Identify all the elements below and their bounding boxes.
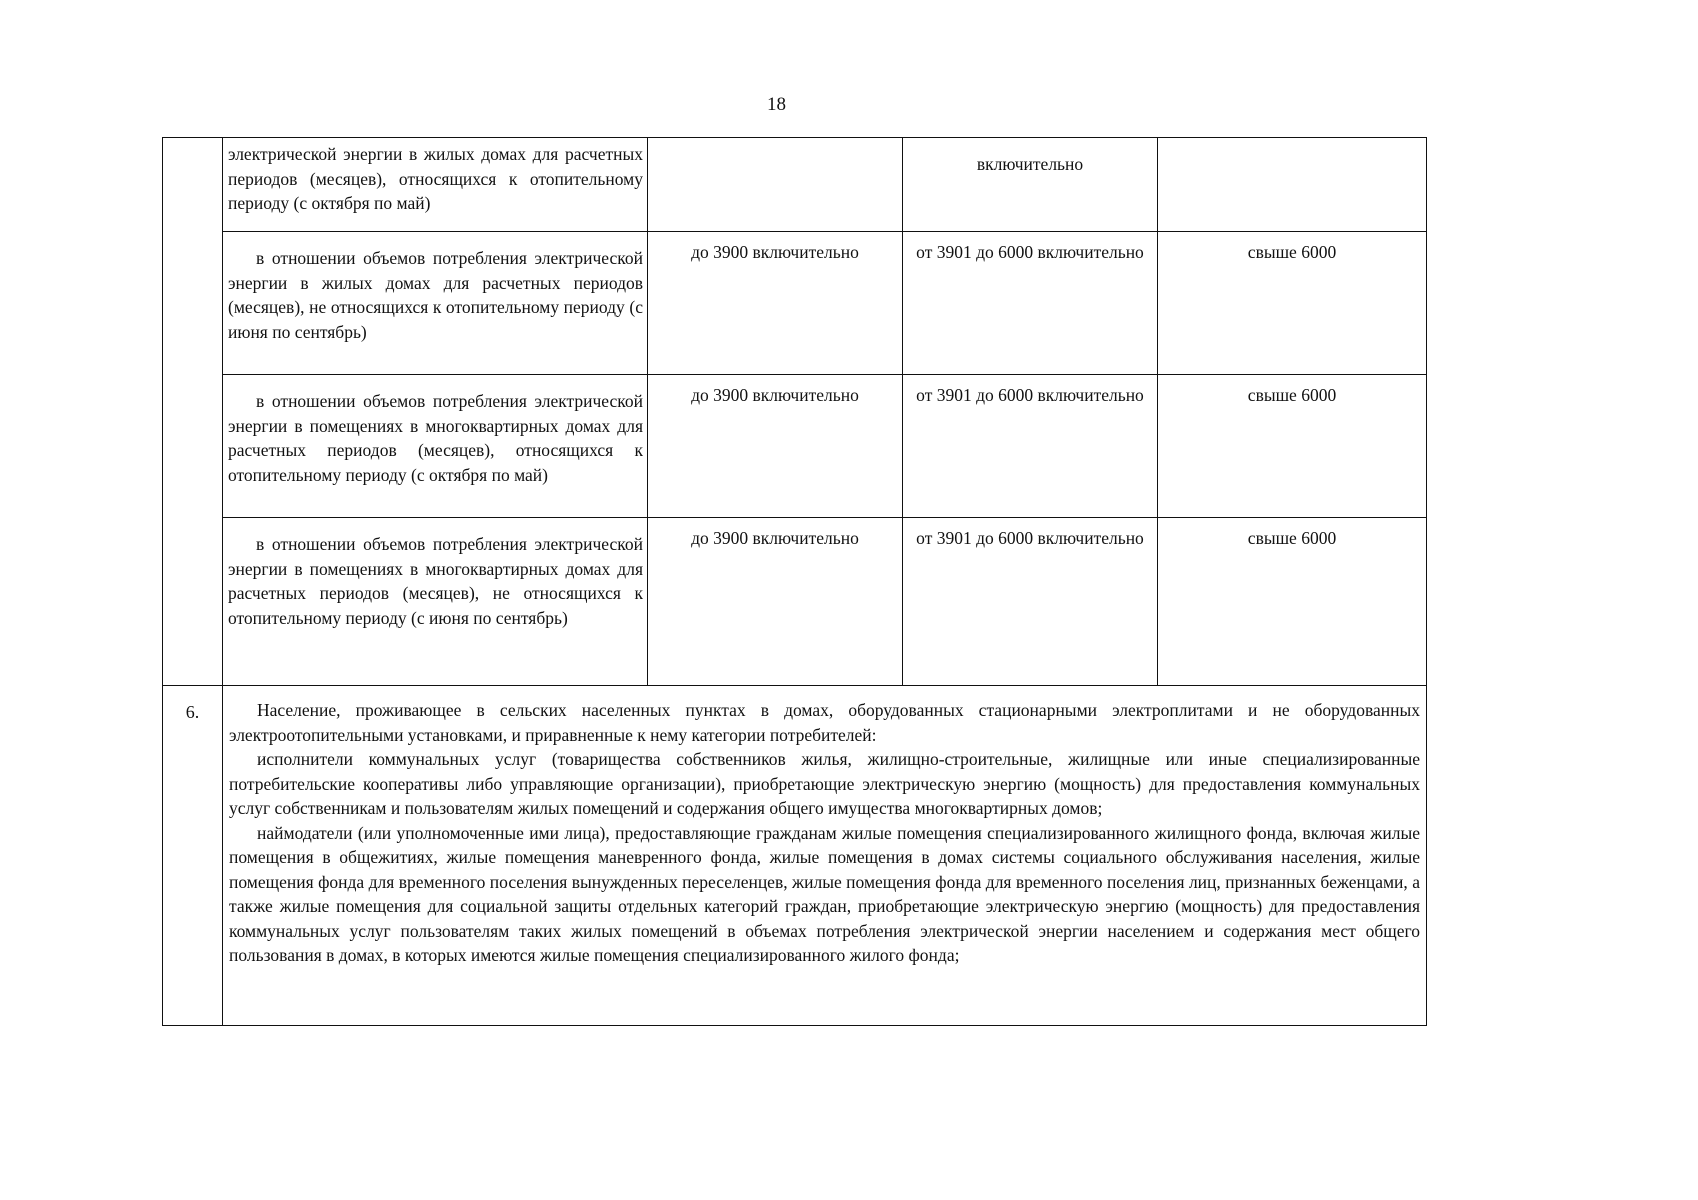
tariff-table xyxy=(162,137,1427,1026)
section-paragraph: исполнители коммунальных услуг (товарищества собственников жилья, жилищно-строительные, жилищные или иные специализированные потребительские кооперативы либо управляющие организации), приобретающие электрическую энергию (мощность) для предоставления коммунальных услуг собственникам и пользователям жилых помещений и содержания общего имущества многоквартирных домов; xyxy=(229,749,1420,818)
section-text xyxy=(223,686,1427,1026)
volume-range-low: до 3900 включительно xyxy=(648,518,903,686)
volume-range-low xyxy=(648,138,903,232)
section-paragraph: наймодатели (или уполномоченные ими лица), предоставляющие гражданам жилые помещения специализированного жилищного фонда, включая жилые помещения в общежитиях, жилые помещения маневренного фонда, жилые помещения в домах системы социального обслуживания населения, жилые помещения фонда для временного поселения вынужденных переселенцев, жилые помещения фонда для временного поселения лиц, признанных беженцами, а также жилые помещения для социальной защиты отдельных категорий граждан, приобретающие электрическую энергию (мощность) для предоставления коммунальных услуг пользователям таких жилых помещений в объемах потребления электрической энергии населением и содержания мест общего пользования в домах, в которых имеются жилые помещения специализированного жилого фонда; xyxy=(229,822,1420,965)
row-description: в отношении объемов потребления электрической энергии в помещениях в многоквартирных домах для расчетных периодов (месяцев), относящихся к отопительному периоду (с октября по май) xyxy=(223,375,648,518)
row-number-cell xyxy=(163,138,223,686)
section-row xyxy=(163,686,1427,1026)
volume-range-mid: от 3901 до 6000 включительно xyxy=(903,518,1158,686)
table-row xyxy=(163,375,1427,518)
row-description: в отношении объемов потребления электрической энергии в помещениях в многоквартирных домах для расчетных периодов (месяцев), не относящихся к отопительному периоду (с июня по сентябрь) xyxy=(223,518,648,686)
volume-range-high xyxy=(1158,138,1427,232)
volume-range-low: до 3900 включительно xyxy=(648,232,903,375)
volume-range-mid: от 3901 до 6000 включительно xyxy=(903,375,1158,518)
table-row xyxy=(163,518,1427,686)
volume-range-high: свыше 6000 xyxy=(1158,375,1427,518)
section-paragraph: Население, проживающее в сельских населенных пунктах в домах, оборудованных стационарными электроплитами и не оборудованных электроотопительными установками, и приравненные к нему категории потребителей: xyxy=(229,700,1420,745)
table-row xyxy=(163,232,1427,375)
row-description: электрической энергии в жилых домах для расчетных периодов (месяцев), относящихся к отопительному периоду (с октября по май) xyxy=(223,138,648,232)
volume-range-mid: от 3901 до 6000 включительно xyxy=(903,232,1158,375)
volume-range-high: свыше 6000 xyxy=(1158,518,1427,686)
table-row xyxy=(163,138,1427,232)
volume-range-high: свыше 6000 xyxy=(1158,232,1427,375)
volume-range-low: до 3900 включительно xyxy=(648,375,903,518)
volume-range-mid: включительно xyxy=(903,138,1158,232)
section-number: 6. xyxy=(163,686,223,1026)
row-description: в отношении объемов потребления электрической энергии в жилых домах для расчетных периодов (месяцев), не относящихся к отопительному периоду (с июня по сентябрь) xyxy=(223,232,648,375)
page-number: 18 xyxy=(767,94,786,115)
